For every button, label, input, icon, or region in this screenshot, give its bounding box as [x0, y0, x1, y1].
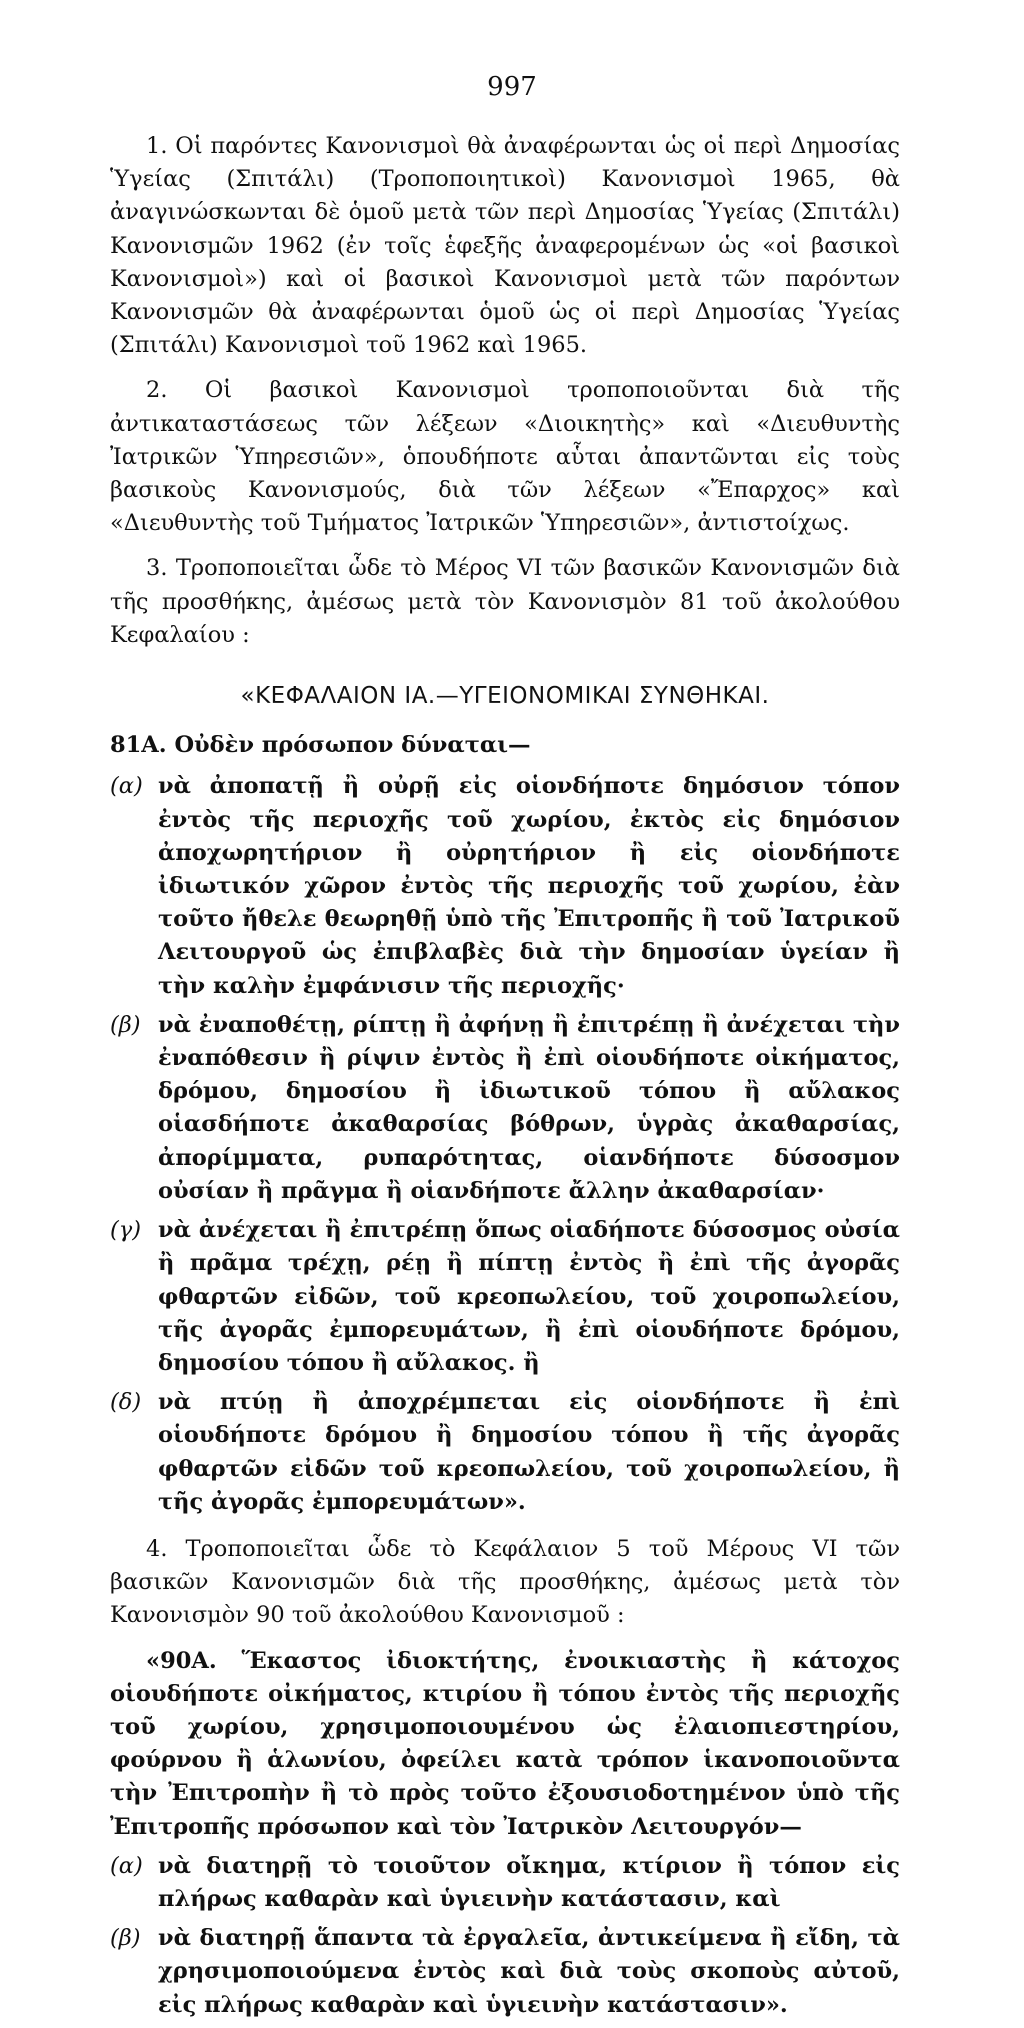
clause-text: νὰ ἀνέχεται ἢ ἐπιτρέπῃ ὅπως οἱαδήποτε δύσοσμος οὐσία ἢ πρᾶμα τρέχῃ, ρέῃ ἢ πίπτῃ ἐντὸς ἢ ἐπὶ τῆς ἀγορᾶς φθαρτῶν εἰδῶν, τοῦ κρεοπωλείου, τοῦ χοιροπωλείου, τῆς ἀγορᾶς ἐμπορευμάτων, ἢ ἐπὶ οἱουδήποτε δρόμου, δημοσίου τόπου ἢ αὔλακος. ἢ — [158, 1217, 900, 1376]
chapter-heading: «ΚΕΦΑΛΑΙΟΝ ΙΑ.—ΥΓΕΙΟΝΟΜΙΚΑΙ ΣΥΝΘΗΚΑΙ. — [240, 683, 770, 710]
clause-label: (α) — [110, 773, 143, 800]
rule-90a-intro: «90Α. Ἕκαστος ἰδιοκτήτης, ἐνοικιαστὴς ἢ κάτοχος οἱουδήποτε οἰκήματος, κτιρίου ἢ τόπου ἐντὸς τῆς περιοχῆς τοῦ χωρίου, χρησιμοποιουμένου ὡς ἐλαιοπιεστηρίου, φούρνου ἢ ἁλωνίου, ὀφείλει κατὰ τρόπον ἱκανοποιοῦντα τὴν Ἐπιτροπὴν ἢ τὸ πρὸς τοῦτο ἐξουσιοδοτημένον ὑπὸ τῆς Ἐπιτροπῆς πρόσωπον καὶ τὸν Ἰατρικὸν Λειτουργόν— — [110, 1647, 900, 1840]
clause-90a-b — [110, 1922, 900, 2022]
page-number: 997 — [487, 72, 537, 102]
paragraph-2: 2. Οἱ βασικοὶ Κανονισμοὶ τροποποιοῦνται διὰ τῆς ἀντικαταστάσεως τῶν λέξεων «Διοικητὴς» καὶ «Διευθυντὴς Ἰατρικῶν Ὑπηρεσιῶν», ὁπουδήποτε αὗται ἀπαντῶνται εἰς τοὺς βασικοὺς Κανονισμούς, διὰ τῶν λέξεων «Ἔπαρχος» καὶ «Διευθυντὴς τοῦ Τμήματος Ἰατρικῶν Ὑπηρεσιῶν», ἀντιστοίχως. — [110, 377, 900, 537]
clause-81a-a — [110, 770, 900, 1002]
clause-label: (β) — [110, 1925, 141, 1952]
rule-81a-intro-text: Οὐδὲν πρόσωπον δύναται— — [174, 732, 531, 759]
paragraph-4: 4. Τροποποιεῖται ὧδε τὸ Κεφάλαιον 5 τοῦ Μέρους VI τῶν βασικῶν Κανονισμῶν διὰ τῆς προσθήκης, ἀμέσως μετὰ τὸν Κανονισμὸν 90 τοῦ ἀκολούθου Κανονισμοῦ : — [110, 1535, 900, 1629]
clause-text: νὰ ἐναποθέτῃ, ρίπτῃ ἢ ἀφήνῃ ἢ ἐπιτρέπῃ ἢ ἀνέχεται τὴν ἐναπόθεσιν ἢ ρίψιν ἐντὸς ἢ ἐπὶ οἱουδήποτε οἰκήματος, δρόμου, δημοσίου ἢ ἰδιωτικοῦ τόπου ἢ αὔλακος οἱασδήποτε ἀκαθαρσίας βόθρων, ὑγρὰς ἀκαθαρσίας, ἀπορίμματα, ρυπαρότητας, οἱανδήποτε δύσοσμον οὐσίαν ἢ πρᾶγμα ἢ οἱανδήποτε ἄλλην ἀκαθαρσίαν· — [158, 1011, 900, 1204]
clause-text: νὰ πτύῃ ἢ ἀποχρέμπεται εἰς οἱονδήποτε ἢ ἐπὶ οἱουδήποτε δρόμου ἢ δημοσίου τόπου ἢ τῆς ἀγορᾶς φθαρτῶν εἰδῶν τοῦ κρεοπωλείου, τοῦ χοιροπωλείου, ἢ τῆς ἀγορᾶς ἐμπορευμάτων». — [158, 1389, 900, 1515]
page-content — [110, 130, 900, 2028]
clause-90a-a — [110, 1850, 900, 1916]
clause-text: νὰ διατηρῇ ἅπαντα τὰ ἐργαλεῖα, ἀντικείμενα ἢ εἴδη, τὰ χρησιμοποιούμενα ἐντὸς καὶ διὰ τοὺς σκοποὺς αὐτοῦ, εἰς πλήρως καθαρὰν καὶ ὑγιεινὴν κατάστασιν». — [158, 1925, 900, 2018]
paragraph-3: 3. Τροποποιεῖται ὧδε τὸ Μέρος VI τῶν βασικῶν Κανονισμῶν διὰ τῆς προσθήκης, ἀμέσως μετὰ τὸν Κανονισμὸν 81 τοῦ ἀκολούθου Κεφαλαίου : — [110, 555, 900, 648]
clause-label: (γ) — [110, 1217, 142, 1244]
clause-label: (δ) — [110, 1389, 142, 1416]
rule-81a-number: 81Α. — [110, 732, 167, 759]
clause-81a-d — [110, 1386, 900, 1519]
rule-81a-intro — [110, 729, 900, 762]
clause-81a-b — [110, 1009, 900, 1208]
clause-text: νὰ ἀποπατῇ ἢ οὐρῇ εἰς οἱονδήποτε δημόσιον τόπον ἐντὸς τῆς περιοχῆς τοῦ χωρίου, ἐκτὸς εἰς δημόσιον ἀποχωρητήριον ἢ οὐρητήριον ἢ εἰς οἱονδήποτε ἰδιωτικόν χῶρον ἐντὸς τῆς περιοχῆς τοῦ χωρίου, ἐὰν τοῦτο ἤθελε θεωρηθῇ ὑπὸ τῆς Ἐπιτροπῆς ἢ τοῦ Ἰατρικοῦ Λειτουργοῦ ὡς ἐπιβλαβὲς διὰ τὴν δημοσίαν ὑγείαν ἢ τὴν καλὴν ἐμφάνισιν τῆς περιοχῆς· — [158, 773, 900, 999]
clause-text: νὰ διατηρῇ τὸ τοιοῦτον οἴκημα, κτίριον ἢ τόπον εἰς πλήρως καθαρὰν καὶ ὑγιεινὴν κατάστασιν, καὶ — [158, 1852, 900, 1912]
clause-81a-c — [110, 1214, 900, 1380]
clause-label: (α) — [110, 1852, 143, 1879]
paragraph-1: 1. Οἱ παρόντες Κανονισμοὶ θὰ ἀναφέρωνται ὡς οἱ περὶ Δημοσίας Ὑγείας (Σπιτάλι) (Τροποποιητικοὶ) Κανονισμοὶ 1965, θὰ ἀναγινώσκωνται δὲ ὁμοῦ μετὰ τῶν περὶ Δημοσίας Ὑγείας (Σπιτάλι) Κανονισμῶν 1962 (ἐν τοῖς ἑφεξῆς ἀναφερομένων ὡς «οἱ βασικοὶ Κανονισμοὶ») καὶ οἱ βασικοὶ Κανονισμοὶ μετὰ τῶν παρόντων Κανονισμῶν θὰ ἀναφέρωνται ὁμοῦ ὡς οἱ περὶ Δημοσίας Ὑγείας (Σπιτάλι) Κανονισμοὶ τοῦ 1962 καὶ 1965. — [110, 133, 900, 359]
clause-label: (β) — [110, 1011, 141, 1038]
